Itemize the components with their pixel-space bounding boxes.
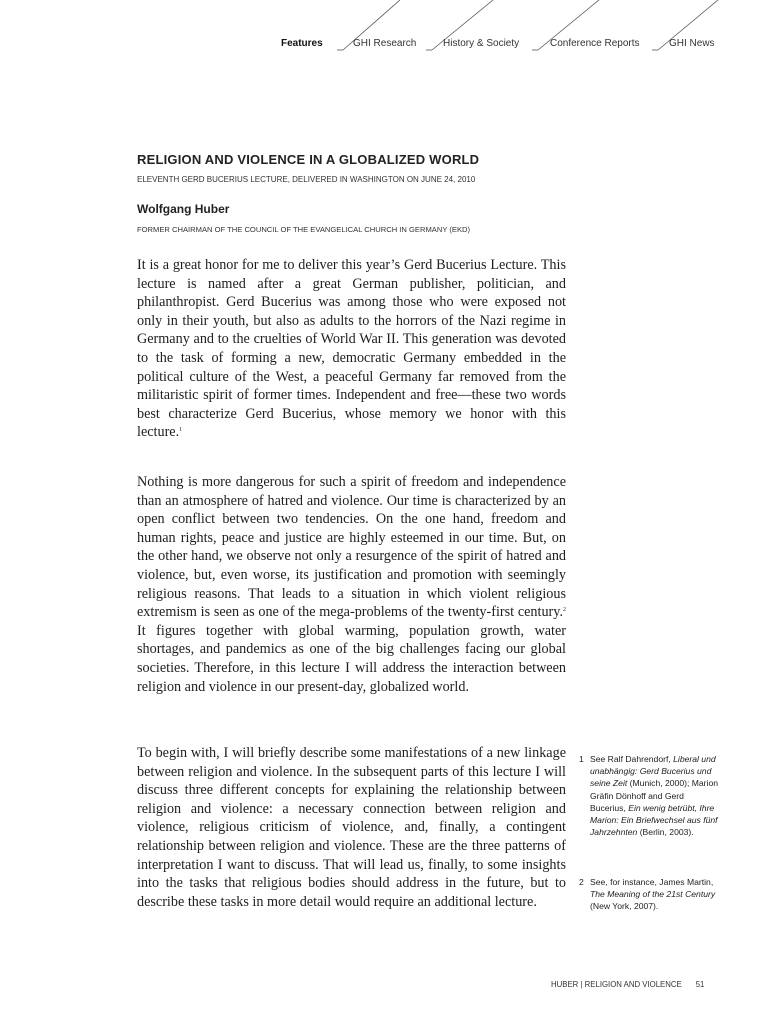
running-head: HUBER | RELIGION AND VIOLENCE	[551, 980, 682, 989]
footnote-2-text	[590, 876, 719, 913]
paragraph-1	[137, 256, 566, 442]
page-number: 51	[695, 980, 705, 989]
footnote-1-part-a: See Ralf Dahrendorf,	[590, 754, 674, 764]
author-affiliation: FORMER CHAIRMAN OF THE COUNCIL OF THE EVANGELICAL CHURCH IN GERMANY (EKD)	[137, 225, 471, 234]
section-navigation	[0, 0, 768, 60]
nav-features[interactable]: Features	[281, 38, 323, 49]
nav-history-society[interactable]: History & Society	[443, 38, 520, 49]
paragraph-2-text-b: It figures together with global warming, population growth, water shortages, and pandemics as one of the big challenges facing our global societies. Therefore, in this lecture I will address the interaction between religion and violence in our present-day, globalized world.	[137, 622, 566, 695]
paragraph-3: To begin with, I will briefly describe some manifestations of a new linkage between religion and violence. In the subsequent parts of this lecture I will discuss three different concepts for explaining the relationship between religion and violence: a necessary connection between religion and violence, religious criticism of violence, and, finally, a contingent relationship between religion and violence. These are the three patterns of interpretation I want to discuss. That will lead us, finally, to some insights into the tasks that religious bodies should address in the future, but to describe these tasks in more detail would require an additional lecture.	[137, 745, 566, 910]
footnote-1-book-2: Ein wenig betrübt, Ihre Marion: Ein Briefwechsel aus fünf Jahrzehnten	[590, 802, 718, 838]
article-title: RELIGION AND VIOLENCE IN A GLOBALIZED WORLD	[137, 152, 480, 167]
page-footer	[551, 980, 704, 989]
footnote-2-part-a: See, for instance, James Martin,	[590, 877, 714, 887]
footnote-2-part-c: (New York, 2007).	[590, 901, 659, 912]
nav-ghi-news[interactable]: GHI News	[669, 38, 715, 49]
nav-conference-reports[interactable]: Conference Reports	[550, 38, 640, 49]
footnote-2	[579, 876, 719, 913]
footnote-1-text	[590, 753, 719, 838]
footnote-1-part-e: (Berlin, 2003).	[637, 827, 694, 838]
footnote-1-book-1: Liberal und unabhängig: Gerd Bucerius und seine Zeit	[590, 754, 716, 789]
paragraph-2-text-a: Nothing is more dangerous for such a spirit of freedom and independence than an atmosphere of hatred and violence. Our time is characterized by an open conflict between two tendencies. On the one hand, freedom and human rights, peace and justice are highly esteemed in our time. But, on the other hand, we observe not only a resurgence of the spirit of hatred and violence, but, even worse, its justification and promotion with seemingly religious reasons. That leads to a situation in which violent religious extremism is seen as one of the mega-problems of the twenty-first century.	[137, 474, 566, 621]
footnote-1-number: 1	[579, 754, 584, 764]
footnote-2-book: The Meaning of the 21st Century	[590, 889, 716, 900]
footnote-ref-2[interactable]: 2	[563, 607, 566, 614]
footnote-2-number: 2	[579, 877, 584, 887]
paragraph-2	[137, 473, 566, 696]
footnote-ref-1[interactable]: 1	[179, 427, 183, 434]
nav-divider-lines	[0, 0, 768, 60]
paragraph-1-text: It is a great honor for me to deliver this year’s Gerd Bucerius Lecture. This lecture is named after a great German publisher, politician, and philanthropist. Gerd Bucerius was among those who were exposed not only in their youth, but also as adults to the horrors of the Nazi regime in Germany and to the cruelties of World War II. This generation was devoted to the task of forming a new, democratic Germany embedded in the political culture of the West, a peaceful Germany far removed from the militaristic spirit of former times. Independent and free—these two words best characterize Gerd Bucerius, whose memory we honor with this lecture.	[137, 257, 566, 441]
footnote-1-part-c: (Munich, 2000); Marion Gräfin Dönhoff and Gerd Bucerius,	[590, 778, 719, 813]
footnote-1	[579, 753, 719, 838]
article-subtitle: ELEVENTH GERD BUCERIUS LECTURE, DELIVERED IN WASHINGTON ON JUNE 24, 2010	[137, 175, 476, 184]
author-name: Wolfgang Huber	[137, 202, 230, 216]
nav-ghi-research[interactable]: GHI Research	[353, 38, 417, 49]
